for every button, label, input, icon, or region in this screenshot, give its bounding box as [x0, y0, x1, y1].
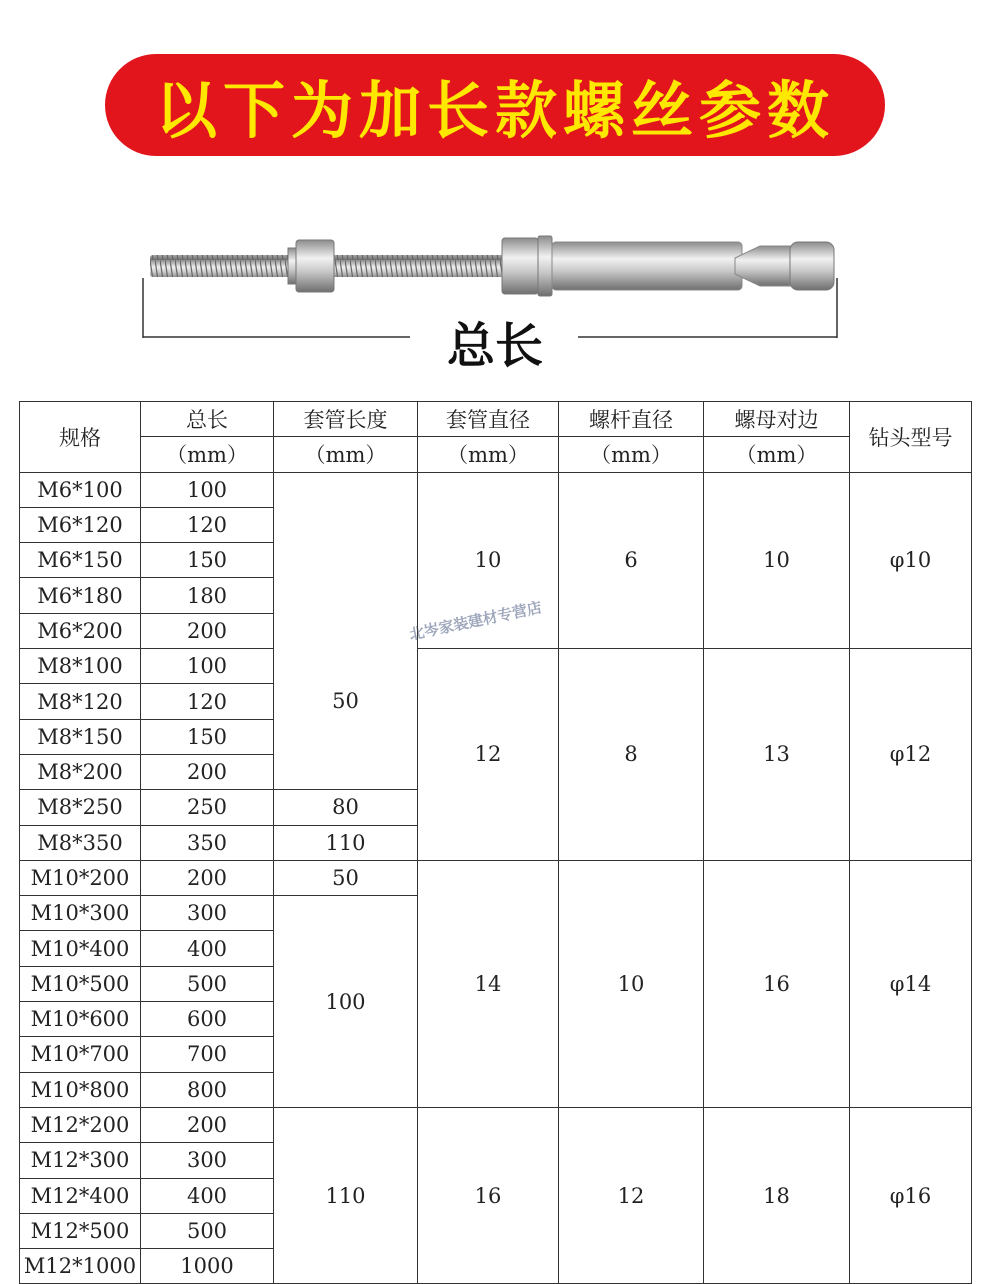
spec-cell: M10*700: [20, 1037, 141, 1072]
length-cell: 120: [141, 684, 274, 719]
length-cell: 350: [141, 825, 274, 860]
spec-cell: M8*350: [20, 825, 141, 860]
drill-bit-cell: φ10: [850, 472, 972, 648]
spec-cell: M12*1000: [20, 1249, 141, 1284]
unit-cell: （mm）: [418, 437, 559, 472]
header-rod-diameter: 螺杆直径: [559, 402, 704, 437]
unit-row: [20, 437, 972, 472]
store-watermark: 北岑家装建材专营店: [407, 598, 544, 644]
length-cell: 250: [141, 790, 274, 825]
nut-width-cell: 10: [704, 472, 850, 648]
sleeve-diameter-cell: 16: [418, 1107, 559, 1283]
drill-bit-cell: φ16: [850, 1107, 972, 1283]
unit-cell: （mm）: [704, 437, 850, 472]
rod-diameter-cell: 12: [559, 1107, 704, 1283]
spec-cell: M12*400: [20, 1178, 141, 1213]
length-cell: 150: [141, 543, 274, 578]
length-cell: 200: [141, 613, 274, 648]
rod-diameter-cell: 10: [559, 860, 704, 1107]
unit-cell: （mm）: [141, 437, 274, 472]
nut-width-cell: 18: [704, 1107, 850, 1283]
banner-title: 以下为加长款螺丝参数: [154, 73, 835, 147]
sleeve-length-cell: 110: [274, 825, 418, 860]
spec-cell: M6*100: [20, 472, 141, 507]
length-cell: 1000: [141, 1249, 274, 1284]
spec-cell: M8*200: [20, 754, 141, 789]
length-cell: 150: [141, 719, 274, 754]
spec-cell: M8*150: [20, 719, 141, 754]
header-nut-width: 螺母对边: [704, 402, 850, 437]
length-cell: 120: [141, 507, 274, 542]
drill-bit-cell: φ12: [850, 649, 972, 861]
length-cell: 100: [141, 472, 274, 507]
spec-cell: M10*400: [20, 931, 141, 966]
header-drill-bit: 钻头型号: [850, 402, 972, 473]
length-cell: 500: [141, 1213, 274, 1248]
table-row: [20, 1107, 972, 1142]
spec-cell: M12*200: [20, 1107, 141, 1142]
spec-cell: M6*150: [20, 543, 141, 578]
sleeve-length-cell: 80: [274, 790, 418, 825]
length-cell: 300: [141, 1143, 274, 1178]
spec-cell: M6*180: [20, 578, 141, 613]
drill-bit-cell: φ14: [850, 860, 972, 1107]
length-cell: 200: [141, 754, 274, 789]
length-cell: 180: [141, 578, 274, 613]
length-cell: 700: [141, 1037, 274, 1072]
unit-cell: （mm）: [274, 437, 418, 472]
length-cell: 400: [141, 931, 274, 966]
length-cell: 500: [141, 966, 274, 1001]
table-row: [20, 472, 972, 507]
length-cell: 100: [141, 649, 274, 684]
spec-cell: M6*200: [20, 613, 141, 648]
length-cell: 800: [141, 1072, 274, 1107]
length-cell: 200: [141, 860, 274, 895]
nut-width-cell: 16: [704, 860, 850, 1107]
length-cell: 200: [141, 1107, 274, 1142]
header-sleeve-length: 套管长度: [274, 402, 418, 437]
spec-cell: M6*120: [20, 507, 141, 542]
spec-cell: M10*300: [20, 896, 141, 931]
spec-cell: M10*200: [20, 860, 141, 895]
spec-cell: M8*120: [20, 684, 141, 719]
length-cell: 300: [141, 896, 274, 931]
spec-cell: M12*500: [20, 1213, 141, 1248]
sleeve-diameter-cell: 12: [418, 649, 559, 861]
sleeve-length-cell: 50: [274, 860, 418, 895]
spec-cell: M10*800: [20, 1072, 141, 1107]
spec-cell: M10*600: [20, 1002, 141, 1037]
spec-table: [19, 401, 972, 1284]
unit-cell: （mm）: [559, 437, 704, 472]
spec-cell: M8*100: [20, 649, 141, 684]
sleeve-length-cell: 50: [274, 472, 418, 790]
header-sleeve-diameter: 套管直径: [418, 402, 559, 437]
sleeve-length-cell: 100: [274, 896, 418, 1108]
header-row: [20, 402, 972, 437]
spec-cell: M10*500: [20, 966, 141, 1001]
sleeve-diameter-cell: 14: [418, 860, 559, 1107]
sleeve-length-cell: 110: [274, 1107, 418, 1283]
length-cell: 600: [141, 1002, 274, 1037]
header-spec: 规格: [20, 402, 141, 473]
total-length-label: 总长: [446, 318, 543, 374]
sleeve-diameter-cell: 10: [418, 472, 559, 648]
spec-cell: M12*300: [20, 1143, 141, 1178]
table-row: [20, 860, 972, 895]
rod-diameter-cell: 6: [559, 472, 704, 648]
nut-width-cell: 13: [704, 649, 850, 861]
title-banner: [105, 54, 885, 156]
length-cell: 400: [141, 1178, 274, 1213]
header-total-length: 总长: [141, 402, 274, 437]
table-row: [20, 649, 972, 684]
spec-cell: M8*250: [20, 790, 141, 825]
rod-diameter-cell: 8: [559, 649, 704, 861]
